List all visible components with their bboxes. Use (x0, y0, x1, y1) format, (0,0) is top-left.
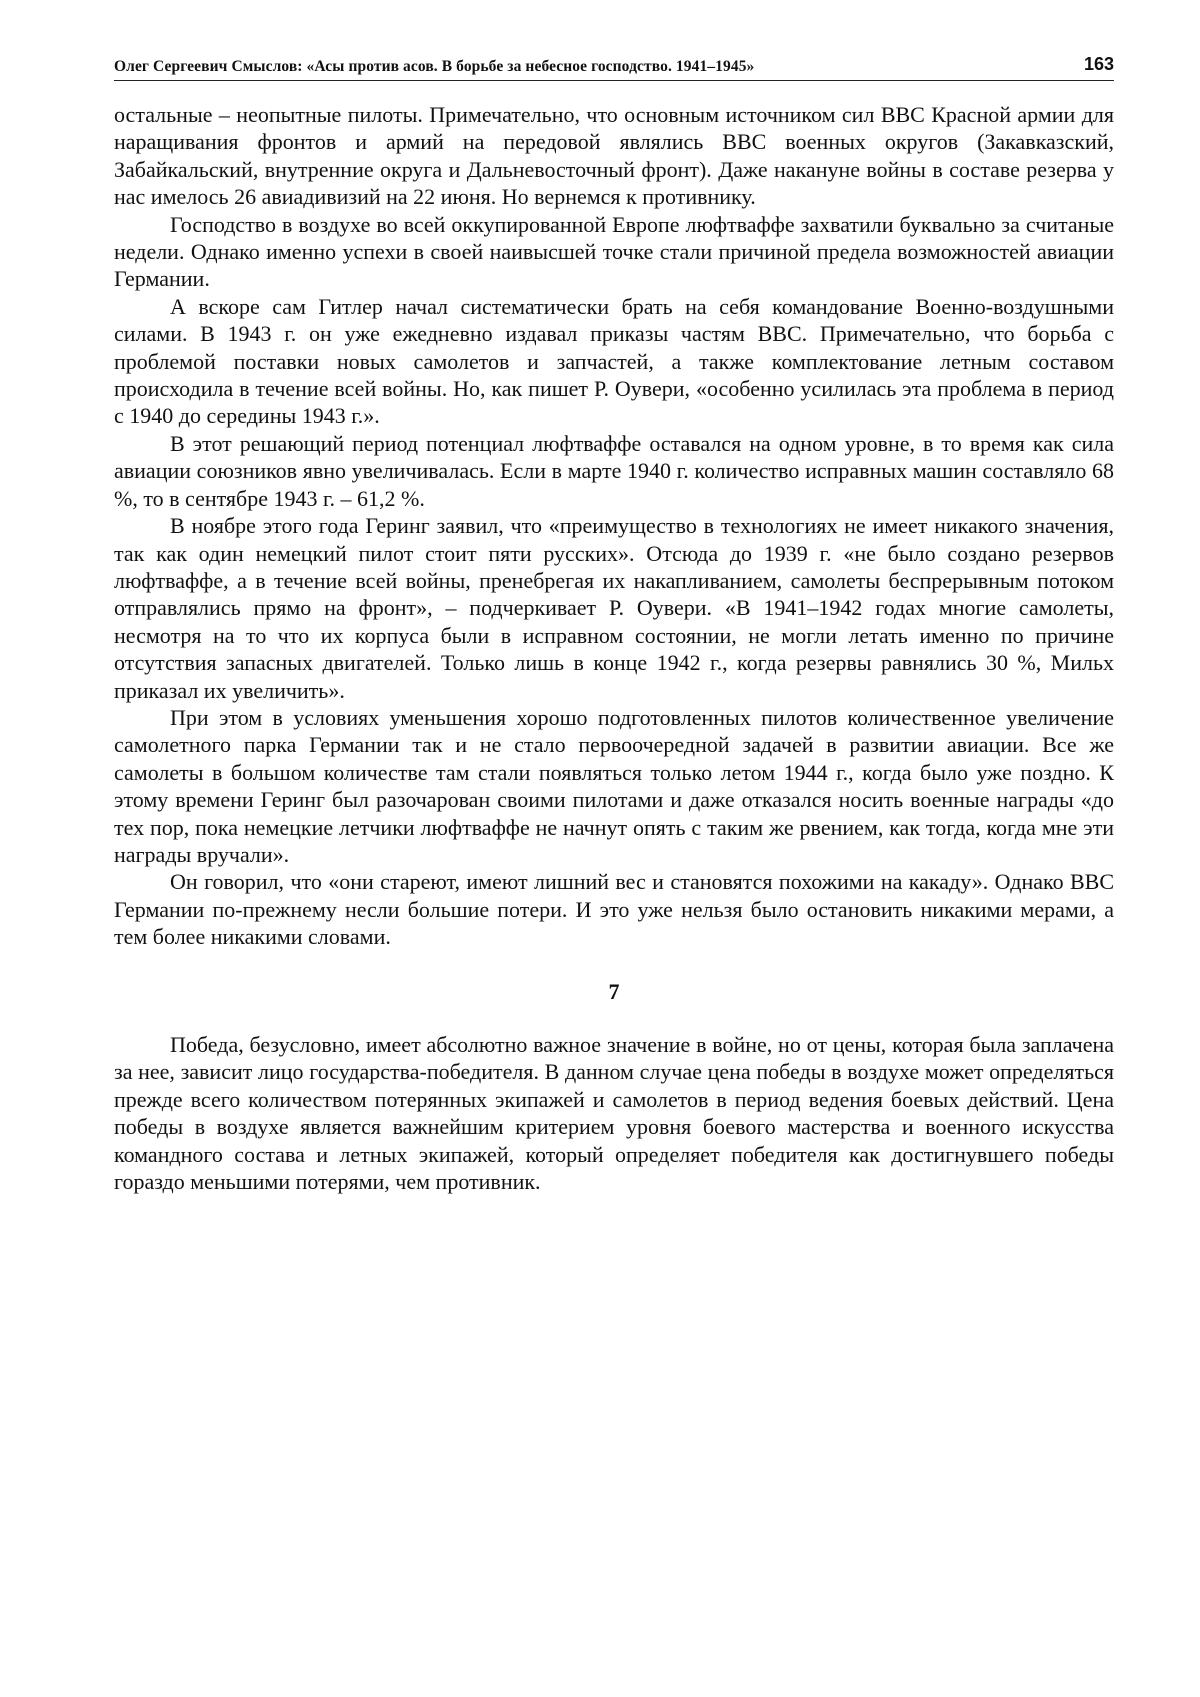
running-title: Олег Сергеевич Смыслов: «Асы против асов. В борьбе за небесное господство. 1941–1945» (114, 58, 755, 75)
paragraph: остальные – неопытные пилоты. Примечательно, что основным источником сил ВВС Красной армии для наращивания фронтов и армий на передовой являлись ВВС военных округов (Закавказский, Забайкальский, внутренние округа и Дальневосточный фронт). Даже накануне войны в составе резерва у нас имелось 26 авиадивизий на 22 июня. Но вернемся к противнику. (114, 102, 1114, 210)
paragraph: Он говорил, что «они стареют, имеют лишний вес и становятся похожими на какаду». Однако ВВС Германии по-прежнему несли большие потери. И это уже нельзя было остановить никакими мерами, а тем более никакими словами. (114, 869, 1114, 950)
paragraph: А вскоре сам Гитлер начал систематически брать на себя командование Военно-воздушными силами. В 1943 г. он уже ежедневно издавал приказы частям ВВС. Примечательно, что борьба с проблемой поставки новых самолетов и запчастей, а также комплектование летным составом происходила в течение всей войны. Но, как пишет Р. Оувери, «особенно усилилась эта проблема в период с 1940 до середины 1943 г.». (114, 293, 1114, 429)
section-heading: 7 (608, 978, 620, 1004)
paragraph: При этом в условиях уменьшения хорошо подготовленных пилотов количественное увеличение самолетного парка Германии так и не стало первоочередной задачей в развитии авиации. Все же самолеты в большом количестве там стали появляться только летом 1944 г., когда было уже поздно. К этому времени Геринг был разочарован своими пилотами и даже отказался носить военные награды «до тех пор, пока немецкие летчики люфтваффе не начнут опять с таким же рвением, как тогда, когда мне эти награды вручали». (114, 704, 1114, 867)
paragraph: В этот решающий период потенциал люфтваффе оставался на одном уровне, в то время как сила авиации союзников явно увеличивалась. Если в марте 1940 г. количество исправных машин составляло 68 %, то в сентябре 1943 г. – 61,2 %. (114, 430, 1114, 511)
page-number: 163 (1083, 54, 1114, 74)
paragraph: В ноябре этого года Геринг заявил, что «преимущество в технологиях не имеет никакого значения, так как один немецкий пилот стоит пяти русских». Отсюда до 1939 г. «не было создано резервов люфтваффе, а в течение всей войны, пренебрегая их накапливанием, самолеты беспрерывным потоком отправлялись прямо на фронт», – подчеркивает Р. Оувери. «В 1941–1942 годах многие самолеты, несмотря на то что их корпуса были в исправном состоянии, не могли летать именно по причине отсутствия запасных двигателей. Только лишь в конце 1942 г., когда резервы равнялись 30 %, Мильх приказал их увеличить». (114, 513, 1114, 703)
paragraph: Победа, безусловно, имеет абсолютно важное значение в войне, но от цены, которая была заплачена за нее, зависит лицо государства-победителя. В данном случае цена победы в воздухе может определяться прежде всего количеством потерянных экипажей и самолетов в период ведения боевых действий. Цена победы в воздухе является важнейшим критерием уровня боевого мастерства и военного искусства командного состава и летных экипажей, который определяет победителя как достигнувшего победы гораздо меньшими потерями, чем противник. (114, 1032, 1114, 1195)
running-header (114, 52, 1114, 81)
paragraph: Господство в воздухе во всей оккупированной Европе люфтваффе захватили буквально за считаные недели. Однако именно успехи в своей наивысшей точке стали причиной предела возможностей авиации Германии. (114, 211, 1114, 292)
body-text (114, 101, 1114, 1195)
